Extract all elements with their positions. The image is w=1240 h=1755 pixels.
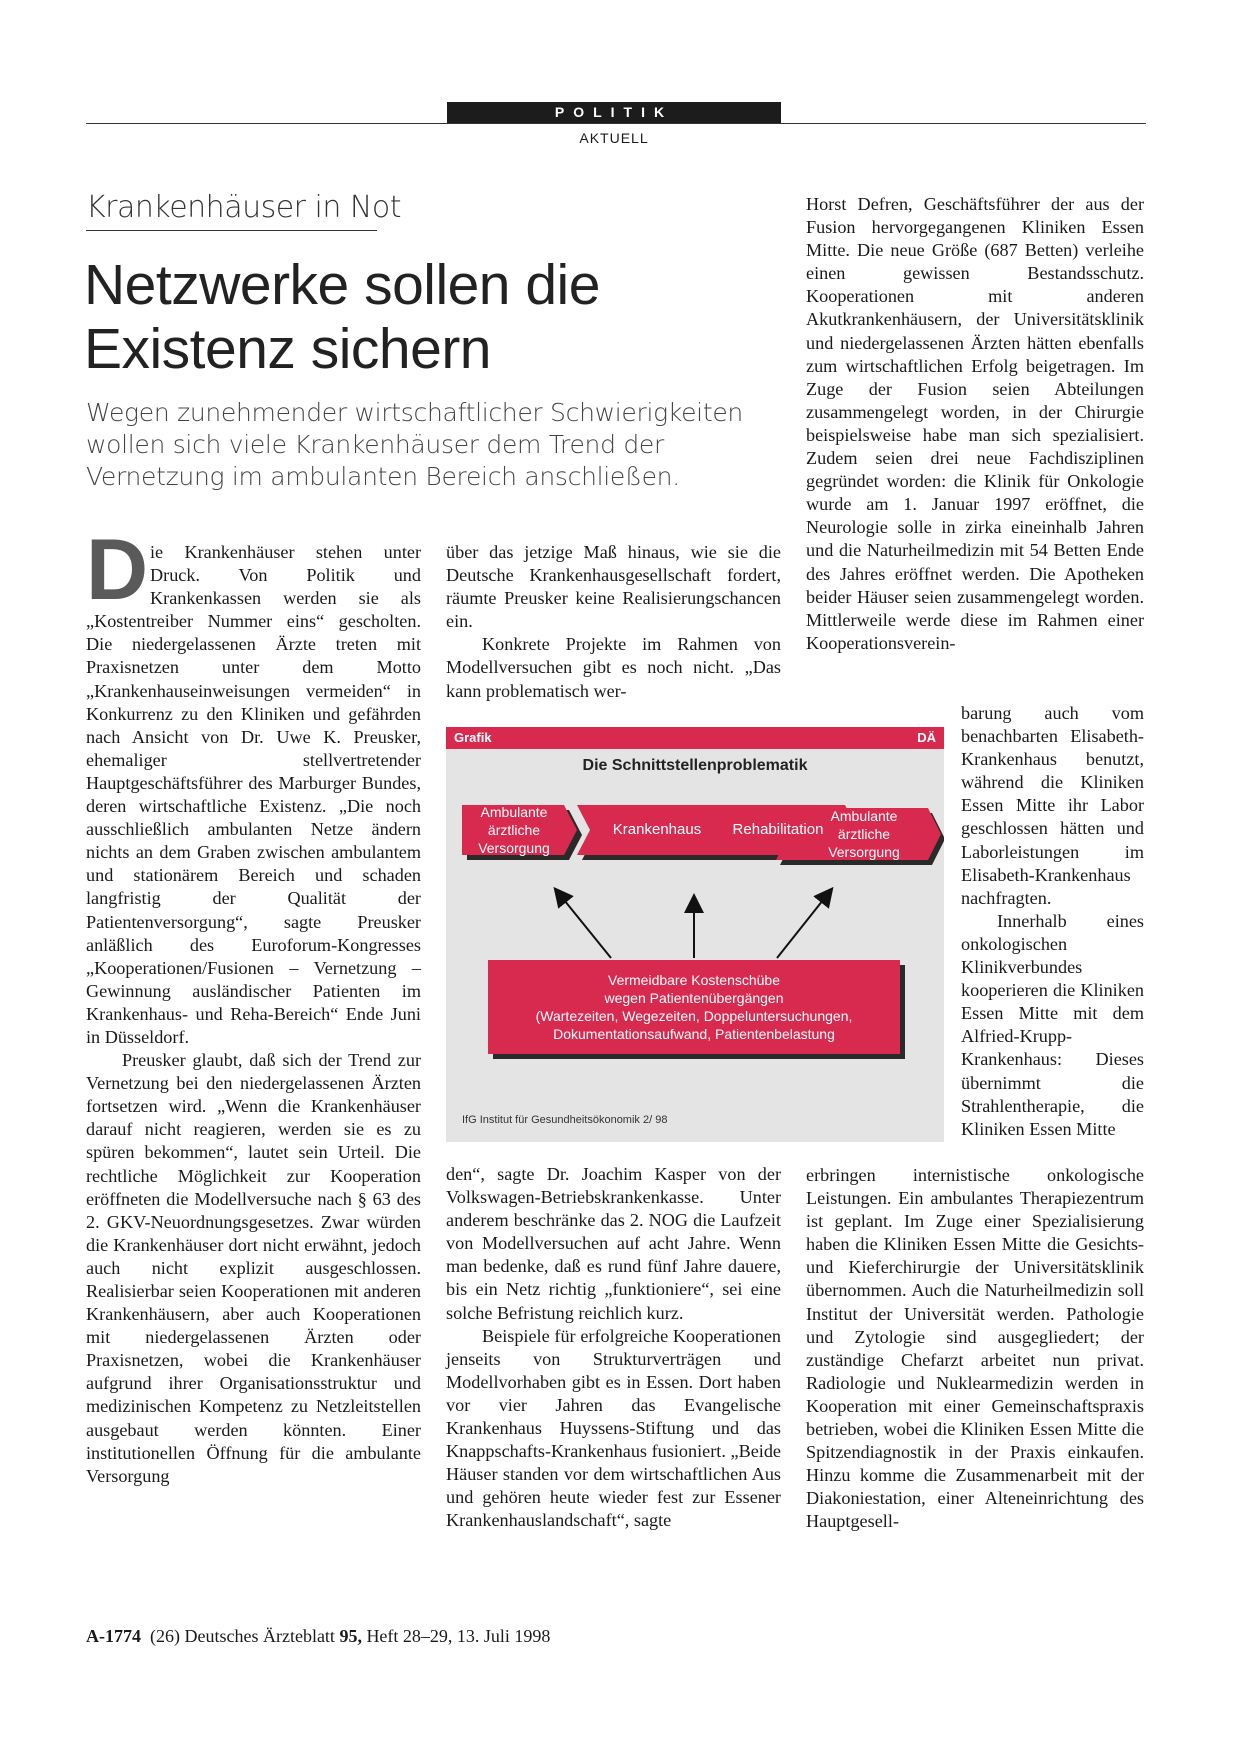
paragraph: erbringen internistische onkologische Leistungen. Ein ambulantes Therapiezentrum ist geplant. Im Zuge einer Spezialisierung haben die Kliniken Essen Mitte die Gesichts- und Kieferchirurgie der Universitätsklinik übernommen. Auch die Naturheilmedizin soll Institut der Universität werden. Pathologie und Zytologie sind ausgegliedert; der zuständige Chefarzt arbeitet nun privat. Radiologie und Nuklearmedizin werden in Kooperation mit einer Gemeinschaftspraxis betrieben, wobei die Kliniken Essen Mitte die Spitzendiagnostik in der Praxis einkaufen. Hinzu komme die Zusammenarbeit mit der Diakoniestation, einer Alteneinrichtung des Hauptgesell- bbox=[806, 1165, 1144, 1532]
paragraph: den“, sagte Dr. Joachim Kasper von der Volkswagen-Betriebskrankenkasse. Unter anderem beschränke das 2. NOG die Laufzeit von Modellversuchen auf acht Jahre. Wenn man bedenke, daß es rund fünf Jahre dauere, bis ein Netz richtig „funktioniere“, sei eine solche Befristung reichlich kurz. bbox=[446, 1164, 781, 1323]
paragraph: Horst Defren, Geschäftsführer der aus der Fusion hervorgegangenen Kliniken Essen Mitte. Die neue Größe (687 Betten) verleihe einen gewissen Bestandsschutz. Kooperationen mit anderen Akutkrankenhäusern, der Universitätsklinik und niedergelassenen Ärzten hätten ebenfalls zum wirtschaftlichen Erfolg beigetragen. Im Zuge der Fusion seien Abteilungen zusammengelegt worden, in der Chirurgie beispielsweise habe man sich spezialisiert. Zudem seien drei neue Fachdisziplinen gegründet worden: die Klinik für Onkologie wurde am 1. Januar 1997 eröffnet, die Neurologie solle in zirka eineinhalb Jahren und die Naturheilmedizin mit 54 Betten Ende des Jahres eröffnet werden. Die Apotheken beider Häuser seien zusammengelegt worden. Mittlerweile werde diese im Rahmen einer Kooperationsverein- bbox=[806, 194, 1144, 653]
avoidable-costs-line-3: (Wartezeiten, Wegezeiten, Doppeluntersuchungen, bbox=[535, 1008, 853, 1024]
box-hospital-label: Krankenhaus bbox=[612, 821, 702, 838]
avoidable-costs-line-4: Dokumentationsaufwand, Patientenbelastung bbox=[553, 1026, 835, 1042]
box-ambulant-care-2-label: Ambulante ärztliche Versorgung bbox=[828, 808, 900, 860]
standfirst: Wegen zunehmender wirtschaftlicher Schwierigkeiten wollen sich viele Krankenhäuser dem Trend der Vernetzung im ambulanten Bereich anschließen. bbox=[86, 398, 743, 491]
paragraph: Preusker glaubt, daß sich der Trend zur Vernetzung bei den niedergelassenen Ärzten fortsetzen wird. „Wenn die Krankenhäuser darauf nicht reagieren, werden sie es zu spüren bekommen“, lautet sein Urteil. Die rechtliche Möglichkeit zur Kooperation eröffneten die Modellversuche nach § 63 des 2. GKV-Neuordnungsgesetzes. Zwar würden die Krankenhäuser dort nicht erwähnt, jedoch auch nicht explizit ausgeschlossen. Realisierbar seien Kooperationen mit anderen Krankenhäusern, aber auch Kooperationen mit niedergelassenen Ärzten oder Praxisnetzen, wobei die Krankenhäuser aufgrund ihrer Organisationsstruktur und medizinischen Kompetenz zu Netzleitstellen ausgebaut werden könnten. Einer institutionellen Öffnung für die ambulante Versorgung bbox=[86, 1050, 421, 1486]
body-column-1 bbox=[86, 522, 421, 1488]
paragraph: über das jetzige Maß hinaus, wie sie die Deutsche Krankenhausgesellschaft fordert, räumte Preusker keine Realisierungschancen ein. bbox=[446, 542, 781, 632]
paragraph-with-drop-cap bbox=[86, 522, 421, 1049]
body-column-3-narrow bbox=[961, 702, 1144, 1141]
paragraph: Beispiele für erfolgreiche Kooperationen jenseits von Strukturverträgen und Modellvorhaben gibt es in Essen. Dort haben vor vier Jahren das Evangelische Krankenhaus Huyssens-Stiftung und das Knappschafts-Krankenhaus fusioniert. „Beide Häuser standen vor dem wirtschaftlichen Aus und gehören heute wieder fest zur Essener Krankenhauslandschaft“, sagte bbox=[446, 1325, 781, 1531]
kicker: Krankenhäuser in Not bbox=[86, 190, 401, 225]
publication-badge: DÄ bbox=[917, 730, 936, 745]
headline-line-2: Existenz sichern bbox=[84, 317, 492, 381]
headline-line-1: Netzwerke sollen die bbox=[84, 253, 600, 317]
body-column-3 bbox=[806, 193, 1144, 655]
kicker-rule bbox=[86, 230, 377, 231]
footer-publication: (26) Deutsches Ärzteblatt bbox=[150, 1626, 335, 1646]
footer-volume: 95, bbox=[339, 1626, 362, 1646]
page-number: A-1774 bbox=[86, 1626, 141, 1646]
box-ambulant-care-1-label: Ambulante ärztliche Versorgung bbox=[478, 804, 550, 856]
paragraph: barung auch vom benachbarten Elisabeth-Krankenhaus benutzt, während die Kliniken Essen Mitte ihr Labor geschlossen hätten und Laborleistungen im Elisabeth-Krankenhaus nachfragten. bbox=[961, 703, 1144, 908]
avoidable-costs-line-2: wegen Patientenübergängen bbox=[604, 990, 784, 1006]
headline bbox=[84, 253, 784, 381]
paragraph-text: ie Krankenhäuser stehen unter Druck. Von Politik und Krankenkassen werden sie als „Kostentreiber Nummer eins“ gescholten. Die niedergelassenen Ärzte treten mit Praxisnetzen unter dem Motto „Krankenhauseinweisungen vermeiden“ in Konkurrenz zu den Kliniken und gefährden nach Ansicht von Dr. Uwe K. Preusker, ehemaliger stellvertretender Hauptgeschäftsführer des Marburger Bundes, deren wirtschaftliche Existenz. „Die noch ausschließlich ambulanten Netze ändern nichts an dem Graben zwischen ambulantem und stationärem Bereich und schaden langfristig der Qualität der Patientenversorgung“, sagte Preusker anläßlich des Euroforum-Kongresses „Kooperationen/Fusionen – Vernetzung – Gewinnung ausländischer Patienten im Krankenhaus- und Reha-Bereich“ Ende Juni in Düsseldorf. bbox=[86, 542, 421, 1047]
arrow-to-rehab bbox=[777, 890, 831, 958]
arrows-layer bbox=[446, 727, 944, 1142]
body-column-2 bbox=[446, 541, 781, 703]
avoidable-costs-line-1: Vermeidbare Kostenschübe bbox=[608, 972, 780, 988]
paragraph: Konkrete Projekte im Rahmen von Modellversuchen gibt es noch nicht. „Das kann problematisch wer- bbox=[446, 634, 781, 701]
figure-interface-problem bbox=[446, 727, 944, 1142]
header-rule bbox=[86, 123, 1146, 124]
figure-title: Die Schnittstellenproblematik bbox=[582, 757, 808, 774]
box-avoidable-costs bbox=[488, 960, 900, 1054]
subsection-label: AKTUELL bbox=[579, 130, 649, 146]
figure-label: Grafik bbox=[454, 730, 492, 745]
body-column-3-continued bbox=[806, 1164, 1144, 1534]
drop-cap: D bbox=[86, 522, 149, 618]
box-ambulant-care-2 bbox=[789, 808, 939, 860]
section-label: POLITIK bbox=[447, 102, 781, 123]
page-footer bbox=[86, 1626, 550, 1647]
box-rehabilitation-label: Rehabilitation bbox=[732, 821, 824, 838]
box-ambulant-care-1 bbox=[462, 805, 566, 855]
arrow-to-ambulant bbox=[556, 890, 611, 958]
figure-source: IfG Institut für Gesundheitsökonomik 2/ 98 bbox=[462, 1114, 668, 1126]
body-column-2-continued bbox=[446, 1163, 781, 1533]
paragraph: Innerhalb eines onkologischen Klinikverbundes kooperieren die Kliniken Essen Mitte mit dem Alfried-Krupp-Krankenhaus: Dieses übernimmt die Strahlentherapie, die Kliniken Essen Mitte bbox=[961, 910, 1144, 1139]
footer-issue: Heft 28–29, 13. Juli 1998 bbox=[366, 1626, 551, 1646]
